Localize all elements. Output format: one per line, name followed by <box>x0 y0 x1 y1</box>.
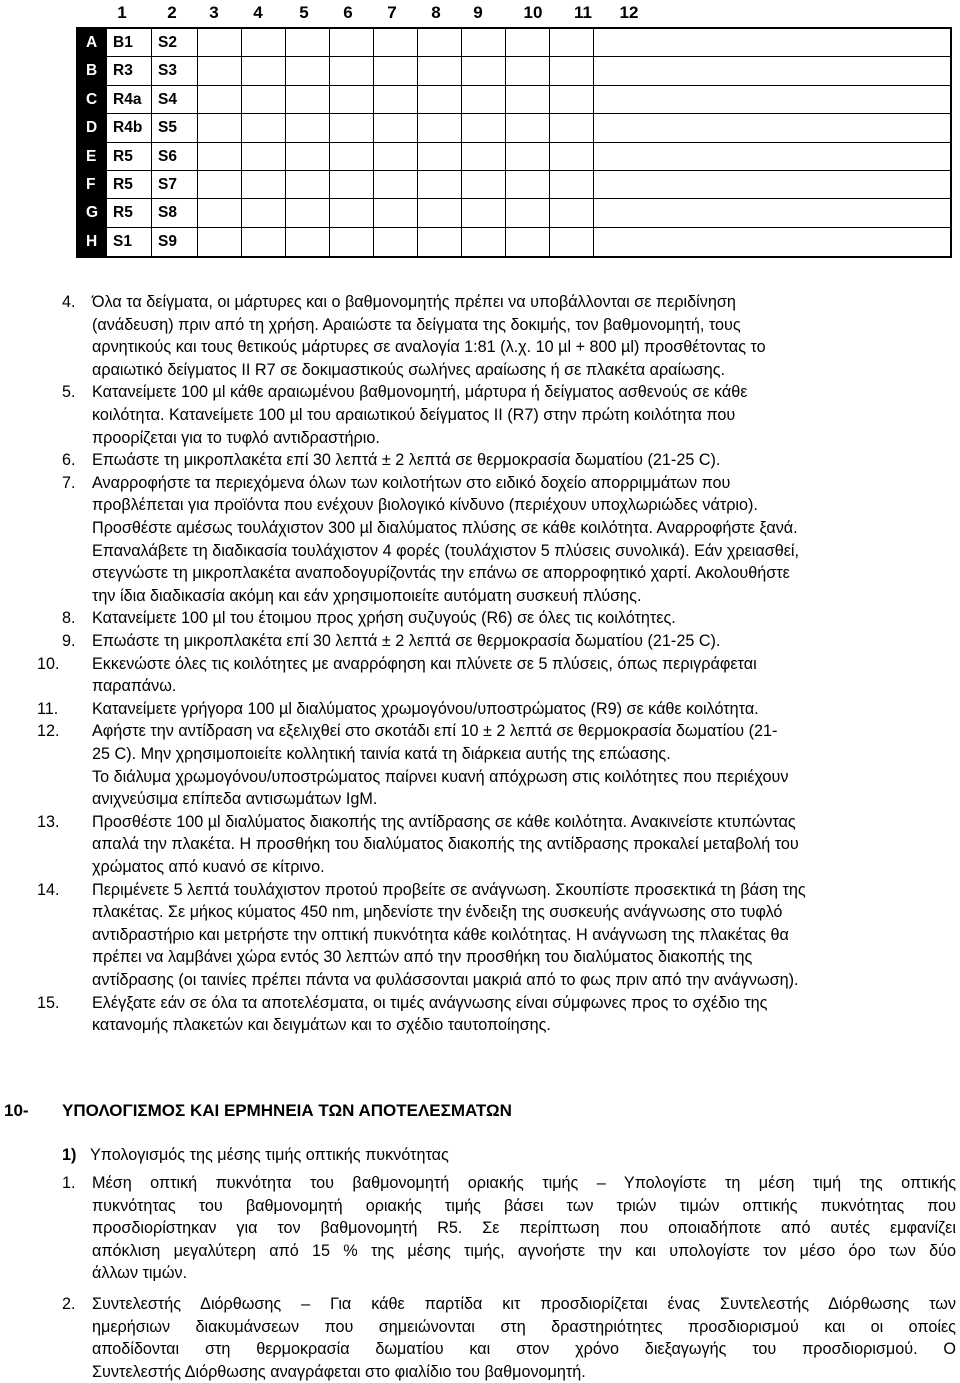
plate-row-label: B <box>78 57 107 85</box>
plate-column-number: 2 <box>167 3 177 22</box>
plate-well-empty <box>330 114 374 142</box>
plate-row-label: F <box>78 171 107 199</box>
plate-well-empty <box>374 143 418 171</box>
step-text-line: Αφήστε την αντίδραση να εξελιχθεί στο σκοτάδι επί 10 ± 2 λεπτά σε θερμοκρασία δωματίου (21- <box>92 722 778 741</box>
step-text-line: Επωάστε τη μικροπλακέτα επί 30 λεπτά ± 2 λεπτά σε θερμοκρασία δωματίου (21-25 C). <box>92 451 721 470</box>
step-text-line: Επαναλάβετε τη διαδικασία τουλάχιστον 4 φορές (τουλάχιστον 5 πλύσεις συνολικά). Εάν χρειασθεί, <box>92 541 800 560</box>
item-text-line: πυκνότητας του βαθμονομητή οριακής τιμής βάσει των τριών τιμών οπτικής πυκνότητας που <box>92 1196 956 1215</box>
step-number: 6. <box>62 451 76 470</box>
step-text-line: απαλά την πλακέτα. Η προσθήκη του διαλύματος διακοπής της αντίδρασης προκαλεί μεταβολή του <box>92 835 799 854</box>
plate-column-number: 10 <box>523 3 543 22</box>
plate-well-empty <box>330 171 374 199</box>
plate-well-empty <box>594 86 950 114</box>
plate-well: R3 <box>107 57 152 85</box>
plate-well-empty <box>286 57 330 85</box>
plate-well: R5 <box>107 171 152 199</box>
step-text-line: αραιωτικό δείγματος ΙΙ R7 σε δοκιμαστικούς σωλήνες αραίωσης ή σε πλακέτα αραίωσης. <box>92 360 726 379</box>
plate-well-empty <box>198 29 242 57</box>
step-text-line: αντίδρασης (οι ταινίες πρέπει πάντα να φυλάσσονται μακριά από το φως πριν από την ανάγνωση). <box>92 971 799 989</box>
plate-well-empty <box>374 171 418 199</box>
item-text-line: Συντελεστής Διόρθωσης – Για κάθε παρτίδα κιτ προσδιορίζεται ένας Συντελεστής Διόρθωσης των <box>92 1295 956 1313</box>
plate-well-empty <box>506 57 550 85</box>
plate-well-empty <box>462 57 506 85</box>
plate-well-empty <box>550 29 594 57</box>
step-text-line: αντιδραστήριο και μετρήστε την οπτική πυκνότητα κάθε κοιλότητας. Η ανάγνωση της πλακέτας θα <box>92 925 789 944</box>
plate-well-empty <box>418 29 462 57</box>
plate-well-empty <box>550 57 594 85</box>
plate-well-empty <box>550 171 594 199</box>
plate-well-empty <box>198 199 242 227</box>
plate-well-empty <box>330 199 374 227</box>
plate-well-empty <box>198 57 242 85</box>
plate-well: S9 <box>152 228 198 256</box>
plate-well-empty <box>198 114 242 142</box>
plate-well-empty <box>198 143 242 171</box>
step-number: 4. <box>62 293 76 311</box>
plate-well-empty <box>242 86 286 114</box>
plate-well-empty <box>286 228 330 256</box>
item-text-line: Μέση οπτική πυκνότητα του βαθμονομητή οριακής τιμής – Υπολογίστε τη μέση τιμή της οπτικής <box>92 1174 956 1192</box>
plate-well-empty <box>374 114 418 142</box>
step-text-line: Το διάλυμα χρωμογόνου/υποστρώματος παίρνει κυανή απόχρωση στις κοιλότητες που περιέχουν <box>92 767 789 786</box>
step-number: 11. <box>37 699 59 718</box>
step-text-line: Εκκενώστε όλες τις κοιλότητες με αναρρόφηση και πλύνετε σε 5 πλύσεις, όπως περιγράφεται <box>92 654 757 673</box>
plate-column-number: 1 <box>117 3 127 22</box>
step-number: 8. <box>62 609 76 628</box>
step-number: 10. <box>37 654 60 673</box>
plate-well-empty <box>462 228 506 256</box>
plate-well-empty <box>462 143 506 171</box>
plate-well-empty <box>418 143 462 171</box>
plate-well-empty <box>242 29 286 57</box>
plate-well: S5 <box>152 114 198 142</box>
plate-well-empty <box>374 57 418 85</box>
step-text-line: Κατανείμετε 100 µl του έτοιμου προς χρήση συζυγούς (R6) σε όλες τις κοιλότητες. <box>92 609 676 628</box>
step-number: 9. <box>62 632 76 650</box>
plate-column-number: 11 <box>574 3 592 22</box>
plate-well-empty <box>550 199 594 227</box>
plate-well: S8 <box>152 199 198 227</box>
plate-well-empty <box>506 143 550 171</box>
step-text-line: Επωάστε τη μικροπλακέτα επί 30 λεπτά ± 2 λεπτά σε θερμοκρασία δωματίου (21-25 C). <box>92 632 721 650</box>
step-text-line: κατανομής πλακετών και δειγμάτων και το σχέδιο ταυτοποίησης. <box>92 1016 551 1035</box>
plate-well-empty <box>418 57 462 85</box>
plate-well-empty <box>550 143 594 171</box>
plate-well-empty <box>330 86 374 114</box>
plate-well-empty <box>418 114 462 142</box>
plate-well-empty <box>506 29 550 57</box>
plate-well-empty <box>242 143 286 171</box>
plate-well: S2 <box>152 29 198 57</box>
step-number: 14. <box>37 880 60 899</box>
plate-column-number: 8 <box>431 3 441 22</box>
plate-well-empty <box>198 86 242 114</box>
plate-well-empty <box>506 199 550 227</box>
plate-well-empty <box>286 171 330 199</box>
item-text-line: προσδιορίστηκαν για τον βαθμονομητή R5. Σε περίπτωση που οποιαδήποτε από αυτές εμφανίζει <box>92 1219 956 1238</box>
plate-well: S1 <box>107 228 152 256</box>
plate-well-empty <box>330 29 374 57</box>
plate-well-empty <box>286 29 330 57</box>
plate-well-empty <box>242 171 286 199</box>
plate-well-empty <box>594 143 950 171</box>
plate-well-empty <box>550 228 594 256</box>
step-text-line: πλακέτας. Σε μήκος κύματος 450 nm, μηδενίστε την ένδειξη της συσκευής ανάγνωσης στο τυφλό <box>92 903 783 922</box>
item-text-line: ημερήσιων διακυμάνσεων που σημειώνονται στη δραστηριότητες προσδιορισμού και οι οποίες <box>92 1317 956 1336</box>
plate-well: B1 <box>107 29 152 57</box>
plate-layout-grid <box>76 27 952 258</box>
step-number: 5. <box>62 383 76 402</box>
item-text-line: απόκλιση μεγαλύτερη από 15 % της μέσης τιμής, αγνοήστε την και υπολογίστε τον μέσο όρο των δύο <box>92 1241 956 1260</box>
step-text-line: (ανάδευση) πριν από τη χρήση. Αραιώστε τα δείγματα της δοκιμής, τον βαθμονομητή, τους <box>92 315 741 334</box>
plate-well-empty <box>286 199 330 227</box>
plate-well: S4 <box>152 86 198 114</box>
plate-well-empty <box>550 114 594 142</box>
plate-well: S3 <box>152 57 198 85</box>
plate-well-empty <box>462 29 506 57</box>
plate-column-numbers <box>76 1 952 25</box>
plate-well-empty <box>286 86 330 114</box>
item-number: 1. <box>62 1174 76 1192</box>
plate-well-empty <box>242 228 286 256</box>
step-number: 12. <box>37 722 60 741</box>
plate-well-empty <box>242 57 286 85</box>
plate-column-number: 6 <box>343 3 353 22</box>
plate-well-empty <box>506 86 550 114</box>
step-number: 13. <box>37 812 60 831</box>
step-text-line: Κατανείμετε γρήγορα 100 µl διαλύματος χρωμογόνου/υποστρώματος (R9) σε κάθε κοιλότητα. <box>92 699 759 718</box>
plate-well: R4a <box>107 86 152 114</box>
item-text-line: άλλων τιμών. <box>92 1264 188 1283</box>
plate-row-label: G <box>78 199 107 227</box>
plate-well-empty <box>374 86 418 114</box>
plate-column-number: 12 <box>619 3 639 22</box>
plate-well: S7 <box>152 171 198 199</box>
plate-well-empty <box>594 171 950 199</box>
plate-well-empty <box>418 171 462 199</box>
plate-well-empty <box>198 228 242 256</box>
step-text-line: Ελέγξατε εάν σε όλα τα αποτελέσματα, οι τιμές ανάγνωσης είναι σύμφωνες προς το σχέδιο της <box>92 993 768 1012</box>
step-text-line: Περιμένετε 5 λεπτά τουλάχιστον προτού προβείτε σε ανάγνωση. Σκουπίστε προσεκτικά τη βάση της <box>92 880 806 899</box>
step-text-line: πρέπει να λαμβάνει χώρα εντός 30 λεπτών από την προσθήκη του διαλύματος διακοπής της <box>92 948 753 967</box>
item-text-line: Συντελεστής Διόρθωσης αναγράφεται στο φιαλίδιο του βαθμονομητή. <box>92 1362 586 1381</box>
step-text-line: προβλέπεται για προϊόντα που ενέχουν βιολογικό κίνδυνο (περιέχουν υποχλωριώδες νάτριο). <box>92 496 758 515</box>
plate-well-empty <box>462 199 506 227</box>
plate-well: R5 <box>107 143 152 171</box>
plate-well-empty <box>594 57 950 85</box>
step-number: 15. <box>37 993 60 1012</box>
subheading-text: Υπολογισμός της μέσης τιμής οπτικής πυκνότητας <box>90 1146 449 1164</box>
plate-well-empty <box>594 228 950 256</box>
subheading-number: 1) <box>62 1146 77 1164</box>
step-text-line: κοιλότητα. Κατανείμετε 100 µl του αραιωτικού δείγματος ΙΙ (R7) στην πρώτη κοιλότητα που <box>92 406 736 424</box>
item-number: 2. <box>62 1295 76 1313</box>
plate-well-empty <box>418 228 462 256</box>
plate-well-empty <box>506 228 550 256</box>
plate-well-empty <box>330 143 374 171</box>
plate-well-empty <box>286 114 330 142</box>
plate-row-label: A <box>78 29 107 57</box>
section-title: ΥΠΟΛΟΓΙΣΜΟΣ ΚΑΙ ΕΡΜΗΝΕΙΑ ΤΩΝ ΑΠΟΤΕΛΕΣΜΑΤΩΝ <box>62 1101 512 1120</box>
plate-well-empty <box>550 86 594 114</box>
step-text-line: 25 C). Μην χρησιμοποιείτε κολλητική ταινία κατά τη διάρκεια αυτής της επώασης. <box>92 745 671 763</box>
plate-well: R4b <box>107 114 152 142</box>
step-text-line: ανιχνεύσιμα επίπεδα αντισωμάτων IgM. <box>92 790 378 809</box>
step-text-line: παραπάνω. <box>92 677 177 696</box>
plate-column-number: 5 <box>299 3 309 22</box>
item-text-line: αποδίδονται στη θερμοκρασία δωματίου και στον χρόνο διεξαγωγής του προσδιορισμού. Ο <box>92 1340 956 1359</box>
plate-well-empty <box>286 143 330 171</box>
step-text-line: Αναρροφήστε τα περιεχόμενα όλων των κοιλοτήτων στο ειδικό δοχείο απορριμμάτων που <box>92 473 731 492</box>
plate-well-empty <box>330 57 374 85</box>
step-text-line: Προσθέστε 100 µl διαλύματος διακοπής της αντίδρασης σε κάθε κοιλότητα. Ανακινείστε κτυπώντας <box>92 812 796 831</box>
plate-well-empty <box>374 29 418 57</box>
plate-well-empty <box>594 199 950 227</box>
step-text-line: Προσθέστε αμέσως τουλάχιστον 300 µl διαλύματος πλύσης σε κάθε κοιλότητα. Αναρροφήστε ξανά. <box>92 519 798 537</box>
plate-well-empty <box>418 86 462 114</box>
plate-well-empty <box>594 29 950 57</box>
plate-row-label: H <box>78 228 107 256</box>
plate-well: S6 <box>152 143 198 171</box>
plate-well: R5 <box>107 199 152 227</box>
plate-well-empty <box>506 114 550 142</box>
step-text-line: την ίδια διαδικασία ακόμη και εάν χρησιμοποιείτε αυτόματη συσκευή πλύσης. <box>92 586 642 605</box>
plate-column-number: 9 <box>473 3 483 22</box>
plate-column-number: 4 <box>253 3 263 22</box>
step-text-line: αρνητικούς και τους θετικούς μάρτυρες σε αναλογία 1:81 (λ.χ. 10 µl + 800 µl) προσθέτοντας το <box>92 338 766 357</box>
step-number: 7. <box>62 473 76 492</box>
section-number: 10- <box>4 1101 29 1120</box>
plate-well-empty <box>462 114 506 142</box>
plate-well-empty <box>506 171 550 199</box>
step-text-line: προορίζεται για το τυφλό αντιδραστήριο. <box>92 428 380 447</box>
plate-row-label: D <box>78 114 107 142</box>
step-text-line: Κατανείμετε 100 µl κάθε αραιωμένου βαθμονομητή, μάρτυρα ή δείγματος ασθενούς σε κάθε <box>92 383 748 402</box>
plate-well-empty <box>374 228 418 256</box>
plate-column-number: 3 <box>209 3 219 22</box>
plate-well-empty <box>198 171 242 199</box>
step-text-line: στεγνώστε τη μικροπλακέτα αναποδογυρίζοντάς την επάνω σε απορροφητικό χαρτί. Ακολουθήστε <box>92 564 790 583</box>
plate-row-label: C <box>78 86 107 114</box>
plate-well-empty <box>242 199 286 227</box>
plate-well-empty <box>374 199 418 227</box>
plate-well-empty <box>462 86 506 114</box>
plate-column-number: 7 <box>387 3 397 22</box>
plate-well-empty <box>418 199 462 227</box>
step-text-line: χρώματος από κυανό σε κίτρινο. <box>92 858 325 876</box>
plate-well-empty <box>594 114 950 142</box>
plate-well-empty <box>330 228 374 256</box>
plate-well-empty <box>242 114 286 142</box>
plate-row-label: E <box>78 143 107 171</box>
step-text-line: Όλα τα δείγματα, οι μάρτυρες και ο βαθμονομητής πρέπει να υποβάλλονται σε περιδίνηση <box>92 293 736 311</box>
plate-well-empty <box>462 171 506 199</box>
